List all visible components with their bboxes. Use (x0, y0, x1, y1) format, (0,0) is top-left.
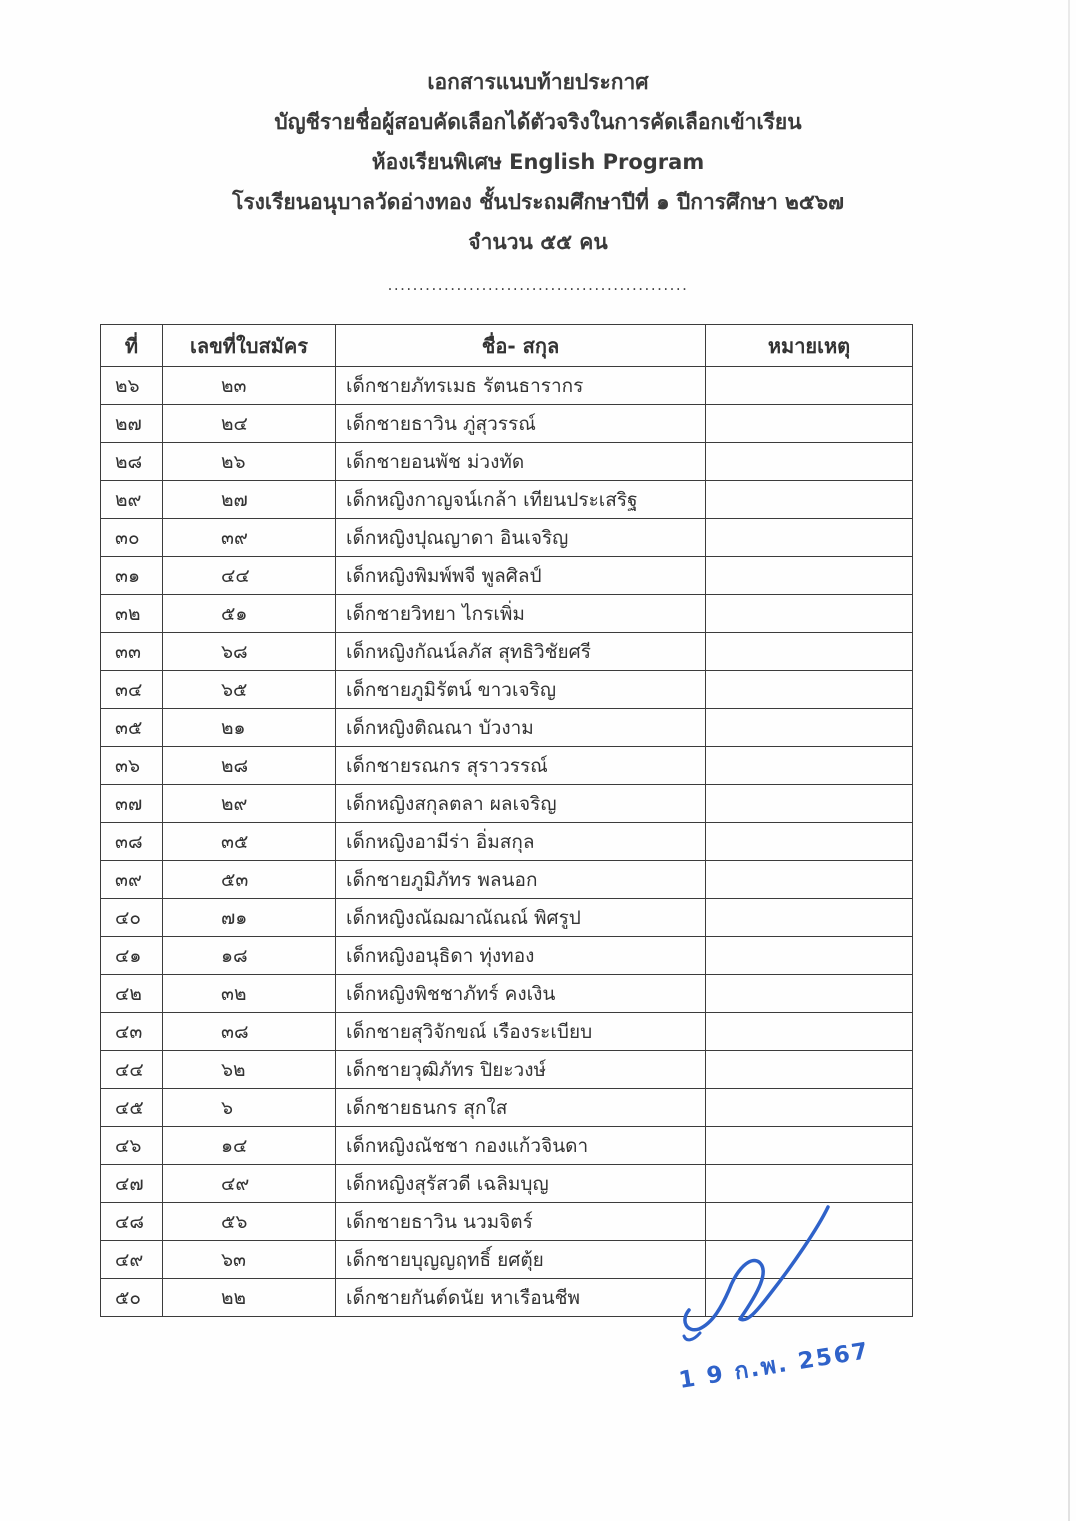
row-student-name-cell: เด็กหญิงอามีร่า อิ่มสกุล (336, 823, 706, 861)
row-student-name-cell: เด็กชายอนพัช ม่วงทัด (336, 443, 706, 481)
row-number-cell: ๒๖ (101, 367, 163, 405)
row-remark-cell (706, 899, 913, 937)
row-remark-cell (706, 709, 913, 747)
row-application-number-cell: ๓๕ (163, 823, 336, 861)
doc-title-line-5: จำนวน ๕๕ คน (468, 230, 608, 254)
row-remark-cell (706, 1089, 913, 1127)
table-row (101, 1279, 913, 1317)
row-application-number-cell: ๒๓ (163, 367, 336, 405)
row-application-number-cell: ๕๖ (163, 1203, 336, 1241)
row-number-cell: ๔๖ (101, 1127, 163, 1165)
row-number-cell: ๔๓ (101, 1013, 163, 1051)
table-row (101, 671, 913, 709)
table-row (101, 367, 913, 405)
row-remark-cell (706, 1051, 913, 1089)
student-roster-table (100, 324, 913, 1317)
dotted-divider: ................................................ (387, 276, 689, 294)
row-student-name-cell: เด็กหญิงณัฌฌาณัณณ์ พิศรูป (336, 899, 706, 937)
row-application-number-cell: ๖๓ (163, 1241, 336, 1279)
table-row (101, 747, 913, 785)
row-application-number-cell: ๑๘ (163, 937, 336, 975)
row-number-cell: ๒๙ (101, 481, 163, 519)
table-row (101, 1089, 913, 1127)
row-student-name-cell: เด็กชายบุญญฤทธิ์ ยศตุ้ย (336, 1241, 706, 1279)
doc-title-line-3: ห้องเรียนพิเศษ English Program (371, 150, 705, 174)
row-number-cell: ๓๙ (101, 861, 163, 899)
row-remark-cell (706, 633, 913, 671)
row-student-name-cell: เด็กหญิงกัณน์ลภัส สุทธิวิชัยศรี (336, 633, 706, 671)
row-number-cell: ๕๐ (101, 1279, 163, 1317)
row-number-cell: ๔๘ (101, 1203, 163, 1241)
table-header-row (101, 325, 913, 367)
row-remark-cell (706, 1203, 913, 1241)
row-student-name-cell: เด็กหญิงกาญจน์เกล้า เทียนประเสริฐ (336, 481, 706, 519)
table-body (101, 367, 913, 1317)
row-remark-cell (706, 405, 913, 443)
row-application-number-cell: ๒๔ (163, 405, 336, 443)
row-number-cell: ๔๗ (101, 1165, 163, 1203)
row-student-name-cell: เด็กชายกันต์ดนัย หาเรือนชีพ (336, 1279, 706, 1317)
row-remark-cell (706, 747, 913, 785)
col-header-no: ที่ (101, 325, 163, 367)
row-student-name-cell: เด็กหญิงสกุลตลา ผลเจริญ (336, 785, 706, 823)
row-application-number-cell: ๒๑ (163, 709, 336, 747)
col-header-name: ชื่อ- สกุล (336, 325, 706, 367)
row-application-number-cell: ๒๘ (163, 747, 336, 785)
row-student-name-cell: เด็กหญิงติณณา บัวงาม (336, 709, 706, 747)
row-application-number-cell: ๒๒ (163, 1279, 336, 1317)
table-row (101, 785, 913, 823)
row-number-cell: ๓๑ (101, 557, 163, 595)
row-application-number-cell: ๒๗ (163, 481, 336, 519)
row-number-cell: ๓๗ (101, 785, 163, 823)
row-number-cell: ๓๘ (101, 823, 163, 861)
row-application-number-cell: ๒๖ (163, 443, 336, 481)
row-remark-cell (706, 1165, 913, 1203)
row-number-cell: ๔๐ (101, 899, 163, 937)
row-number-cell: ๒๗ (101, 405, 163, 443)
row-student-name-cell: เด็กหญิงสุรัสวดี เฉลิมบุญ (336, 1165, 706, 1203)
row-application-number-cell: ๔๔ (163, 557, 336, 595)
table-row (101, 633, 913, 671)
table-row (101, 861, 913, 899)
table-row (101, 1203, 913, 1241)
row-number-cell: ๓๔ (101, 671, 163, 709)
row-application-number-cell: ๖ (163, 1089, 336, 1127)
table-row (101, 443, 913, 481)
row-remark-cell (706, 671, 913, 709)
row-remark-cell (706, 443, 913, 481)
row-application-number-cell: ๑๔ (163, 1127, 336, 1165)
row-number-cell: ๓๓ (101, 633, 163, 671)
row-application-number-cell: ๓๙ (163, 519, 336, 557)
table-row (101, 481, 913, 519)
doc-title-line-2: บัญชีรายชื่อผู้สอบคัดเลือกได้ตัวจริงในการคัดเลือกเข้าเรียน (274, 110, 802, 134)
row-application-number-cell: ๖๕ (163, 671, 336, 709)
row-remark-cell (706, 1279, 913, 1317)
row-number-cell: ๔๔ (101, 1051, 163, 1089)
table-row (101, 1165, 913, 1203)
row-application-number-cell: ๗๑ (163, 899, 336, 937)
table-row (101, 1241, 913, 1279)
row-remark-cell (706, 861, 913, 899)
row-application-number-cell: ๖๘ (163, 633, 336, 671)
row-number-cell: ๒๘ (101, 443, 163, 481)
row-student-name-cell: เด็กชายวิทยา ไกรเพิ่ม (336, 595, 706, 633)
table-row (101, 937, 913, 975)
row-number-cell: ๔๙ (101, 1241, 163, 1279)
row-student-name-cell: เด็กหญิงณัชชา กองแก้วจินดา (336, 1127, 706, 1165)
row-remark-cell (706, 937, 913, 975)
table-row (101, 975, 913, 1013)
row-student-name-cell: เด็กชายธาวิน ภู่สุวรรณ์ (336, 405, 706, 443)
col-header-remarks: หมายเหตุ (706, 325, 913, 367)
row-number-cell: ๓๕ (101, 709, 163, 747)
row-number-cell: ๔๒ (101, 975, 163, 1013)
doc-title-line-1: เอกสารแนบท้ายประกาศ (427, 70, 649, 94)
doc-title-line-4: โรงเรียนอนุบาลวัดอ่างทอง ชั้นประถมศึกษาปีที่ ๑ ปีการศึกษา ๒๕๖๗ (232, 190, 844, 214)
row-remark-cell (706, 519, 913, 557)
received-date-stamp: 1 9 ก.พ. 2567 (677, 1338, 872, 1394)
row-application-number-cell: ๕๓ (163, 861, 336, 899)
col-header-application-number: เลขที่ใบสมัคร (163, 325, 336, 367)
row-application-number-cell: ๕๑ (163, 595, 336, 633)
row-remark-cell (706, 975, 913, 1013)
table-row (101, 1051, 913, 1089)
table-row (101, 405, 913, 443)
table-row (101, 519, 913, 557)
row-number-cell: ๔๑ (101, 937, 163, 975)
row-student-name-cell: เด็กชายภัทรเมธ รัตนธารากร (336, 367, 706, 405)
row-remark-cell (706, 785, 913, 823)
row-student-name-cell: เด็กชายสุวิจักขณ์ เรืองระเบียบ (336, 1013, 706, 1051)
row-student-name-cell: เด็กหญิงปุณญาดา อินเจริญ (336, 519, 706, 557)
row-student-name-cell: เด็กชายภูมิภัทร พลนอก (336, 861, 706, 899)
table-row (101, 709, 913, 747)
row-remark-cell (706, 1013, 913, 1051)
table-row (101, 1127, 913, 1165)
document-header (0, 0, 1076, 262)
row-application-number-cell: ๖๒ (163, 1051, 336, 1089)
row-student-name-cell: เด็กชายภูมิรัตน์ ขาวเจริญ (336, 671, 706, 709)
row-application-number-cell: ๒๙ (163, 785, 336, 823)
row-remark-cell (706, 1127, 913, 1165)
table-row (101, 595, 913, 633)
row-application-number-cell: ๔๙ (163, 1165, 336, 1203)
scan-edge-artifact (1068, 0, 1070, 1521)
row-remark-cell (706, 823, 913, 861)
table-row (101, 823, 913, 861)
row-remark-cell (706, 595, 913, 633)
row-student-name-cell: เด็กชายธาวิน นวมจิตร์ (336, 1203, 706, 1241)
row-remark-cell (706, 367, 913, 405)
row-number-cell: ๓๐ (101, 519, 163, 557)
row-number-cell: ๔๕ (101, 1089, 163, 1127)
row-number-cell: ๓๖ (101, 747, 163, 785)
table-row (101, 899, 913, 937)
row-remark-cell (706, 557, 913, 595)
row-student-name-cell: เด็กชายธนกร สุกใส (336, 1089, 706, 1127)
row-student-name-cell: เด็กหญิงอนุธิดา ทุ่งทอง (336, 937, 706, 975)
table-row (101, 1013, 913, 1051)
table-row (101, 557, 913, 595)
row-student-name-cell: เด็กชายวุฒิภัทร ปิยะวงษ์ (336, 1051, 706, 1089)
row-application-number-cell: ๓๒ (163, 975, 336, 1013)
row-remark-cell (706, 481, 913, 519)
row-student-name-cell: เด็กหญิงพิชชาภัทร์ คงเงิน (336, 975, 706, 1013)
row-student-name-cell: เด็กชายรณกร สุราวรรณ์ (336, 747, 706, 785)
row-remark-cell (706, 1241, 913, 1279)
row-number-cell: ๓๒ (101, 595, 163, 633)
row-student-name-cell: เด็กหญิงพิมพ์พจี พูลศิลป์ (336, 557, 706, 595)
row-application-number-cell: ๓๘ (163, 1013, 336, 1051)
